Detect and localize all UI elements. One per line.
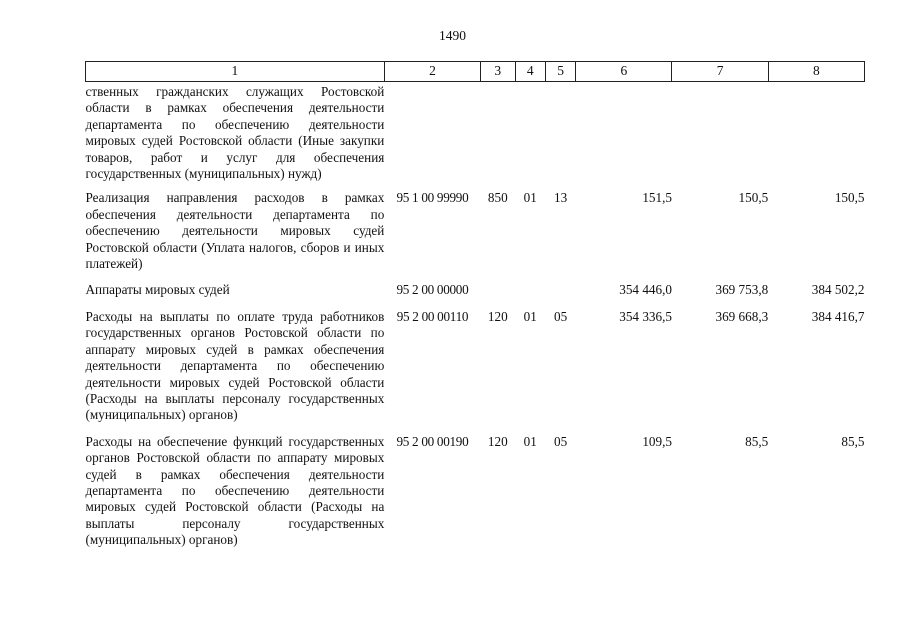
row-description: Реализация направления расходов в рамках обеспечения деятельности департамента по обеспечению деятельности мировых судей Ростовской области (Уплата налогов, сборов и иных платежей): [85, 190, 385, 272]
row-amount-year3: 384 416,7: [811, 308, 865, 324]
row-amount-year2: [672, 82, 768, 191]
row-section: 01: [523, 190, 537, 206]
table-row: [86, 434, 865, 559]
table-row: [86, 82, 865, 191]
row-expense-type: 850: [487, 190, 508, 206]
col-header-6: 6: [576, 62, 672, 82]
row-description: Расходы на выплаты по оплате труда работников государственных органов Ростовской области по аппарату мировых судей в рамках обеспечения деятельности департамента по обеспечению деятельности мировых судей Ростовской области (Расходы на выплаты персоналу государственных (муниципальных) органов): [85, 308, 385, 423]
row-amount-year1: 151,5: [642, 190, 672, 206]
row-target-code: 95 2 00 00110: [396, 308, 469, 324]
row-amount-year3: 150,5: [834, 190, 865, 206]
col-header-7: 7: [672, 62, 768, 82]
col-header-5: 5: [545, 62, 575, 82]
row-target-code: [384, 82, 480, 191]
col-header-8: 8: [768, 62, 864, 82]
row-expense-type: 120: [487, 433, 508, 449]
header-row: [86, 62, 865, 82]
row-expense-type: [481, 282, 515, 308]
row-target-code: 95 1 00 99990: [396, 190, 469, 206]
row-description: Расходы на обеспечение функций государственных органов Ростовской области по аппарату мировых судей в рамках обеспечения деятельности департамента по обеспечению деятельности мировых судей Ростовской области (Расходы на выплаты персоналу государственных (муниципальных) органов): [85, 433, 385, 548]
row-amount-year1: 354 446,0: [619, 282, 672, 298]
row-subsection: 05: [553, 308, 568, 324]
row-target-code: 95 2 00 00000: [396, 282, 469, 298]
table-row: [86, 309, 865, 434]
row-amount-year3: 85,5: [841, 433, 865, 449]
row-description: ственных гражданских служащих Ростовской области в рамках обеспечения деятельности департамента по обеспечению деятельности мировых судей Ростовской области (Иные закупки товаров, работ и услуг для обеспечения государственных (муниципальных) нужд): [85, 84, 385, 182]
row-amount-year1: 354 336,5: [619, 308, 672, 324]
col-header-2: 2: [384, 62, 480, 82]
row-section: 01: [523, 308, 537, 324]
row-section: [515, 282, 545, 308]
budget-table: [85, 61, 865, 559]
row-amount-year1: [576, 82, 672, 191]
page-number: 1490: [439, 28, 466, 43]
row-subsection: [545, 282, 575, 308]
row-amount-year2: 369 668,3: [715, 308, 769, 324]
row-amount-year2: 150,5: [738, 190, 769, 206]
col-header-1: 1: [86, 62, 385, 82]
col-header-3: 3: [481, 62, 515, 82]
row-amount-year2: 369 753,8: [715, 282, 769, 298]
row-description: Аппараты мировых судей: [85, 282, 230, 298]
row-amount-year1: 109,5: [642, 433, 672, 449]
row-amount-year2: 85,5: [745, 433, 769, 449]
row-subsection: 05: [553, 433, 568, 449]
row-amount-year3: [768, 82, 864, 191]
col-header-4: 4: [515, 62, 545, 82]
row-subsection: [545, 82, 575, 191]
row-expense-type: 120: [487, 308, 508, 324]
row-section: 01: [523, 433, 537, 449]
row-target-code: 95 2 00 00190: [396, 433, 469, 449]
table-row: [86, 190, 865, 282]
row-amount-year3: 384 502,2: [811, 282, 865, 298]
table-row: [86, 282, 865, 308]
row-section: [515, 82, 545, 191]
row-subsection: 13: [553, 190, 568, 206]
row-expense-type: [481, 82, 515, 191]
